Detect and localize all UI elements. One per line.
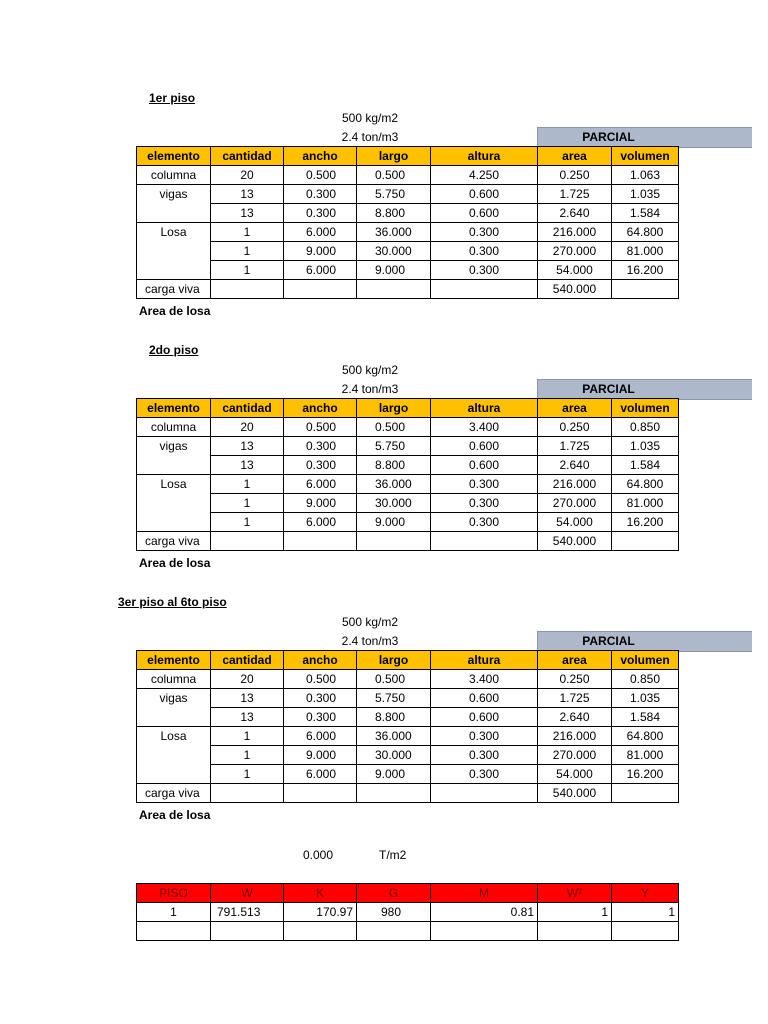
cell-ancho: 6.000	[284, 727, 357, 746]
cell-ancho: 0.500	[284, 670, 357, 689]
header-cell: PISO	[137, 884, 211, 903]
header-cell: M	[431, 884, 538, 903]
parcial-label: PARCIAL	[582, 130, 635, 144]
cell-area: 0.250	[538, 670, 612, 689]
cell-cantidad: 1	[211, 513, 284, 532]
header-cell-ancho: ancho	[284, 651, 357, 670]
section-3-title: 3er piso al 6to piso	[118, 595, 227, 609]
cell-volumen: 16.200	[612, 765, 679, 784]
header-cell-elemento: elemento	[137, 651, 211, 670]
cell-ancho: 0.500	[284, 166, 357, 185]
header-cell-cantidad: cantidad	[211, 147, 284, 166]
cell-elemento: carga viva	[137, 784, 211, 803]
cell-altura: 0.300	[431, 765, 538, 784]
cell-altura: 0.300	[431, 242, 538, 261]
table-row	[137, 437, 679, 456]
cell-volumen: 81.000	[612, 746, 679, 765]
cell-ancho: 0.300	[284, 437, 357, 456]
table-row	[137, 494, 679, 513]
header-cell-altura: altura	[431, 651, 538, 670]
cell: 1	[538, 903, 612, 922]
section-3-parcial-banner	[537, 631, 752, 652]
header-cell-ancho: ancho	[284, 399, 357, 418]
cell-elemento	[137, 765, 211, 784]
cell-ancho: 0.300	[284, 204, 357, 223]
section-3-footer: Area de losa	[139, 808, 211, 822]
cell-area: 270.000	[538, 746, 612, 765]
table-row	[137, 418, 679, 437]
cell-elemento: vigas	[137, 185, 211, 204]
table-row	[137, 185, 679, 204]
cell-cantidad: 1	[211, 475, 284, 494]
cell-area: 0.250	[538, 418, 612, 437]
section-3-carga: 500 kg/m2	[341, 615, 399, 629]
cell-cantidad	[211, 784, 284, 803]
table-row	[137, 223, 679, 242]
cell-volumen	[612, 784, 679, 803]
section-1-footer: Area de losa	[139, 304, 211, 318]
cell-volumen: 1.035	[612, 437, 679, 456]
cell-cantidad: 20	[211, 418, 284, 437]
cell-largo: 30.000	[357, 746, 431, 765]
cell-cantidad: 1	[211, 727, 284, 746]
cell-largo: 8.800	[357, 204, 431, 223]
cell-largo: 8.800	[357, 708, 431, 727]
cell: 791.513	[211, 903, 284, 922]
cell-volumen: 1.584	[612, 708, 679, 727]
table-row	[137, 708, 679, 727]
cell-volumen: 81.000	[612, 242, 679, 261]
header-cell-area: area	[538, 399, 612, 418]
cell-volumen: 1.584	[612, 204, 679, 223]
header-cell-altura: altura	[431, 147, 538, 166]
cell	[211, 922, 284, 941]
cell-altura: 0.600	[431, 708, 538, 727]
cell-ancho: 6.000	[284, 223, 357, 242]
header-cell-ancho: ancho	[284, 147, 357, 166]
cell-volumen	[612, 532, 679, 551]
cell-area: 54.000	[538, 513, 612, 532]
table-row	[137, 784, 679, 803]
cell-volumen: 1.063	[612, 166, 679, 185]
cell-ancho: 9.000	[284, 746, 357, 765]
cell	[357, 922, 431, 941]
cell-altura: 4.250	[431, 166, 538, 185]
section-1-table	[136, 146, 679, 299]
table-row	[137, 475, 679, 494]
cell-area: 540.000	[538, 532, 612, 551]
cell-largo: 8.800	[357, 456, 431, 475]
cell-cantidad: 20	[211, 166, 284, 185]
header-cell: G	[357, 884, 431, 903]
cell-largo: 9.000	[357, 261, 431, 280]
cell-ancho: 0.500	[284, 418, 357, 437]
cell-area: 0.250	[538, 166, 612, 185]
cell-cantidad: 13	[211, 689, 284, 708]
cell-altura: 0.600	[431, 204, 538, 223]
cell-area: 1.725	[538, 437, 612, 456]
cell-ancho	[284, 280, 357, 299]
cell-cantidad: 1	[211, 765, 284, 784]
cell-ancho: 0.300	[284, 185, 357, 204]
header-cell-area: area	[538, 147, 612, 166]
cell-altura: 0.300	[431, 475, 538, 494]
section-1-carga: 500 kg/m2	[341, 111, 399, 125]
cell-elemento: columna	[137, 166, 211, 185]
table-row	[137, 670, 679, 689]
header-cell-largo: largo	[357, 399, 431, 418]
cell	[284, 922, 357, 941]
cell-elemento: carga viva	[137, 532, 211, 551]
header-cell-volumen: volumen	[612, 651, 679, 670]
cell-cantidad: 13	[211, 708, 284, 727]
cell-largo: 0.500	[357, 418, 431, 437]
cell-altura: 3.400	[431, 670, 538, 689]
section-2-title: 2do piso	[149, 343, 199, 357]
section-2-parcial-banner	[537, 379, 752, 400]
section-2-footer: Area de losa	[139, 556, 211, 570]
cell-altura: 0.600	[431, 437, 538, 456]
header-cell: W	[211, 884, 284, 903]
cell-largo: 36.000	[357, 727, 431, 746]
cell-area: 54.000	[538, 765, 612, 784]
cell-altura: 0.600	[431, 689, 538, 708]
section-3-peso: 2.4 ton/m3	[341, 634, 399, 648]
cell-elemento	[137, 261, 211, 280]
cell-area: 2.640	[538, 204, 612, 223]
cell-ancho	[284, 532, 357, 551]
section-2-peso: 2.4 ton/m3	[341, 382, 399, 396]
section-1-parcial-banner	[537, 127, 752, 148]
table-row	[137, 280, 679, 299]
parcial-label: PARCIAL	[582, 634, 635, 648]
cell-ancho: 6.000	[284, 765, 357, 784]
cell-volumen: 64.800	[612, 727, 679, 746]
header-cell-volumen: volumen	[612, 147, 679, 166]
cell-elemento	[137, 708, 211, 727]
cell	[431, 922, 538, 941]
cell: 980	[357, 903, 431, 922]
cell-area: 54.000	[538, 261, 612, 280]
cell-cantidad: 1	[211, 223, 284, 242]
header-cell-largo: largo	[357, 147, 431, 166]
cell-elemento: Losa	[137, 727, 211, 746]
cell-area: 270.000	[538, 242, 612, 261]
piso-summary-table	[136, 883, 679, 941]
header-cell: Y	[612, 884, 679, 903]
cell	[538, 922, 612, 941]
cell-cantidad: 13	[211, 204, 284, 223]
cell-largo: 36.000	[357, 475, 431, 494]
cell	[137, 922, 211, 941]
cell-altura: 0.600	[431, 185, 538, 204]
cell-volumen: 1.035	[612, 185, 679, 204]
cell-altura: 0.300	[431, 513, 538, 532]
table-row	[137, 727, 679, 746]
table-row	[137, 261, 679, 280]
cell-ancho: 9.000	[284, 242, 357, 261]
cell-elemento: carga viva	[137, 280, 211, 299]
table-row	[137, 922, 679, 941]
cell-ancho: 0.300	[284, 456, 357, 475]
cell-volumen: 16.200	[612, 261, 679, 280]
cell-ancho: 0.300	[284, 708, 357, 727]
header-cell-elemento: elemento	[137, 147, 211, 166]
cell-elemento: columna	[137, 418, 211, 437]
cell-largo: 5.750	[357, 689, 431, 708]
cell-altura: 0.300	[431, 727, 538, 746]
header-cell-volumen: volumen	[612, 399, 679, 418]
cell-volumen: 81.000	[612, 494, 679, 513]
cell-largo	[357, 532, 431, 551]
cell-cantidad: 1	[211, 494, 284, 513]
table-row	[137, 532, 679, 551]
cell-area: 270.000	[538, 494, 612, 513]
cell-largo: 5.750	[357, 185, 431, 204]
cell-largo: 30.000	[357, 494, 431, 513]
table-row	[137, 166, 679, 185]
cell: 1	[137, 903, 211, 922]
summary-value: 0.000	[303, 848, 334, 862]
cell-volumen: 64.800	[612, 223, 679, 242]
cell-largo: 9.000	[357, 765, 431, 784]
cell-area: 216.000	[538, 475, 612, 494]
parcial-label: PARCIAL	[582, 382, 635, 396]
cell-volumen: 1.035	[612, 689, 679, 708]
cell-elemento	[137, 513, 211, 532]
cell	[612, 922, 679, 941]
cell-volumen: 0.850	[612, 418, 679, 437]
header-cell-cantidad: cantidad	[211, 651, 284, 670]
cell-elemento: Losa	[137, 223, 211, 242]
cell-cantidad: 1	[211, 746, 284, 765]
cell-volumen: 1.584	[612, 456, 679, 475]
header-cell: K	[284, 884, 357, 903]
cell-area: 540.000	[538, 784, 612, 803]
header-cell-area: area	[538, 651, 612, 670]
header-cell-elemento: elemento	[137, 399, 211, 418]
table-row	[137, 903, 679, 922]
cell-volumen	[612, 280, 679, 299]
cell-altura: 0.300	[431, 494, 538, 513]
header-row	[137, 884, 679, 903]
cell-cantidad: 1	[211, 261, 284, 280]
header-cell-cantidad: cantidad	[211, 399, 284, 418]
cell-volumen: 16.200	[612, 513, 679, 532]
cell-ancho	[284, 784, 357, 803]
cell-ancho: 9.000	[284, 494, 357, 513]
cell-cantidad: 13	[211, 437, 284, 456]
cell-elemento: columna	[137, 670, 211, 689]
cell-cantidad: 13	[211, 185, 284, 204]
cell-volumen: 0.850	[612, 670, 679, 689]
section-2-carga: 500 kg/m2	[341, 363, 399, 377]
cell: 1	[612, 903, 679, 922]
cell-area: 216.000	[538, 727, 612, 746]
cell: 170.97	[284, 903, 357, 922]
table-row	[137, 689, 679, 708]
cell-area: 540.000	[538, 280, 612, 299]
table-row	[137, 746, 679, 765]
cell-ancho: 6.000	[284, 513, 357, 532]
cell-largo: 5.750	[357, 437, 431, 456]
cell-area: 1.725	[538, 185, 612, 204]
cell-elemento	[137, 204, 211, 223]
header-cell-largo: largo	[357, 651, 431, 670]
header-row	[137, 399, 679, 418]
cell-altura: 0.600	[431, 456, 538, 475]
header-row	[137, 651, 679, 670]
cell-elemento	[137, 242, 211, 261]
cell-largo: 36.000	[357, 223, 431, 242]
table-row	[137, 204, 679, 223]
cell-altura: 0.300	[431, 223, 538, 242]
cell-area: 2.640	[538, 708, 612, 727]
cell-elemento	[137, 494, 211, 513]
cell-ancho: 6.000	[284, 475, 357, 494]
cell-elemento	[137, 746, 211, 765]
cell-largo: 30.000	[357, 242, 431, 261]
cell-cantidad	[211, 532, 284, 551]
cell-altura	[431, 532, 538, 551]
cell-volumen: 64.800	[612, 475, 679, 494]
cell-area: 2.640	[538, 456, 612, 475]
cell-altura	[431, 784, 538, 803]
cell-altura	[431, 280, 538, 299]
section-3-table	[136, 650, 679, 803]
cell-cantidad	[211, 280, 284, 299]
cell-elemento: Losa	[137, 475, 211, 494]
table-row	[137, 513, 679, 532]
cell-altura: 0.300	[431, 261, 538, 280]
header-row	[137, 147, 679, 166]
cell-ancho: 6.000	[284, 261, 357, 280]
cell-area: 1.725	[538, 689, 612, 708]
summary-unit: T/m2	[379, 848, 407, 862]
cell-largo: 0.500	[357, 670, 431, 689]
cell-elemento: vigas	[137, 689, 211, 708]
cell-altura: 3.400	[431, 418, 538, 437]
cell-elemento	[137, 456, 211, 475]
cell-ancho: 0.300	[284, 689, 357, 708]
cell-altura: 0.300	[431, 746, 538, 765]
header-cell: W²	[538, 884, 612, 903]
cell-area: 216.000	[538, 223, 612, 242]
table-row	[137, 456, 679, 475]
section-2-table	[136, 398, 679, 551]
cell-largo: 9.000	[357, 513, 431, 532]
cell-cantidad: 13	[211, 456, 284, 475]
cell: 0.81	[431, 903, 538, 922]
cell-cantidad: 20	[211, 670, 284, 689]
cell-largo	[357, 784, 431, 803]
section-1-title: 1er piso	[149, 91, 196, 105]
table-row	[137, 242, 679, 261]
section-1-peso: 2.4 ton/m3	[341, 130, 399, 144]
cell-largo: 0.500	[357, 166, 431, 185]
header-cell-altura: altura	[431, 399, 538, 418]
table-row	[137, 765, 679, 784]
cell-elemento: vigas	[137, 437, 211, 456]
cell-cantidad: 1	[211, 242, 284, 261]
cell-largo	[357, 280, 431, 299]
